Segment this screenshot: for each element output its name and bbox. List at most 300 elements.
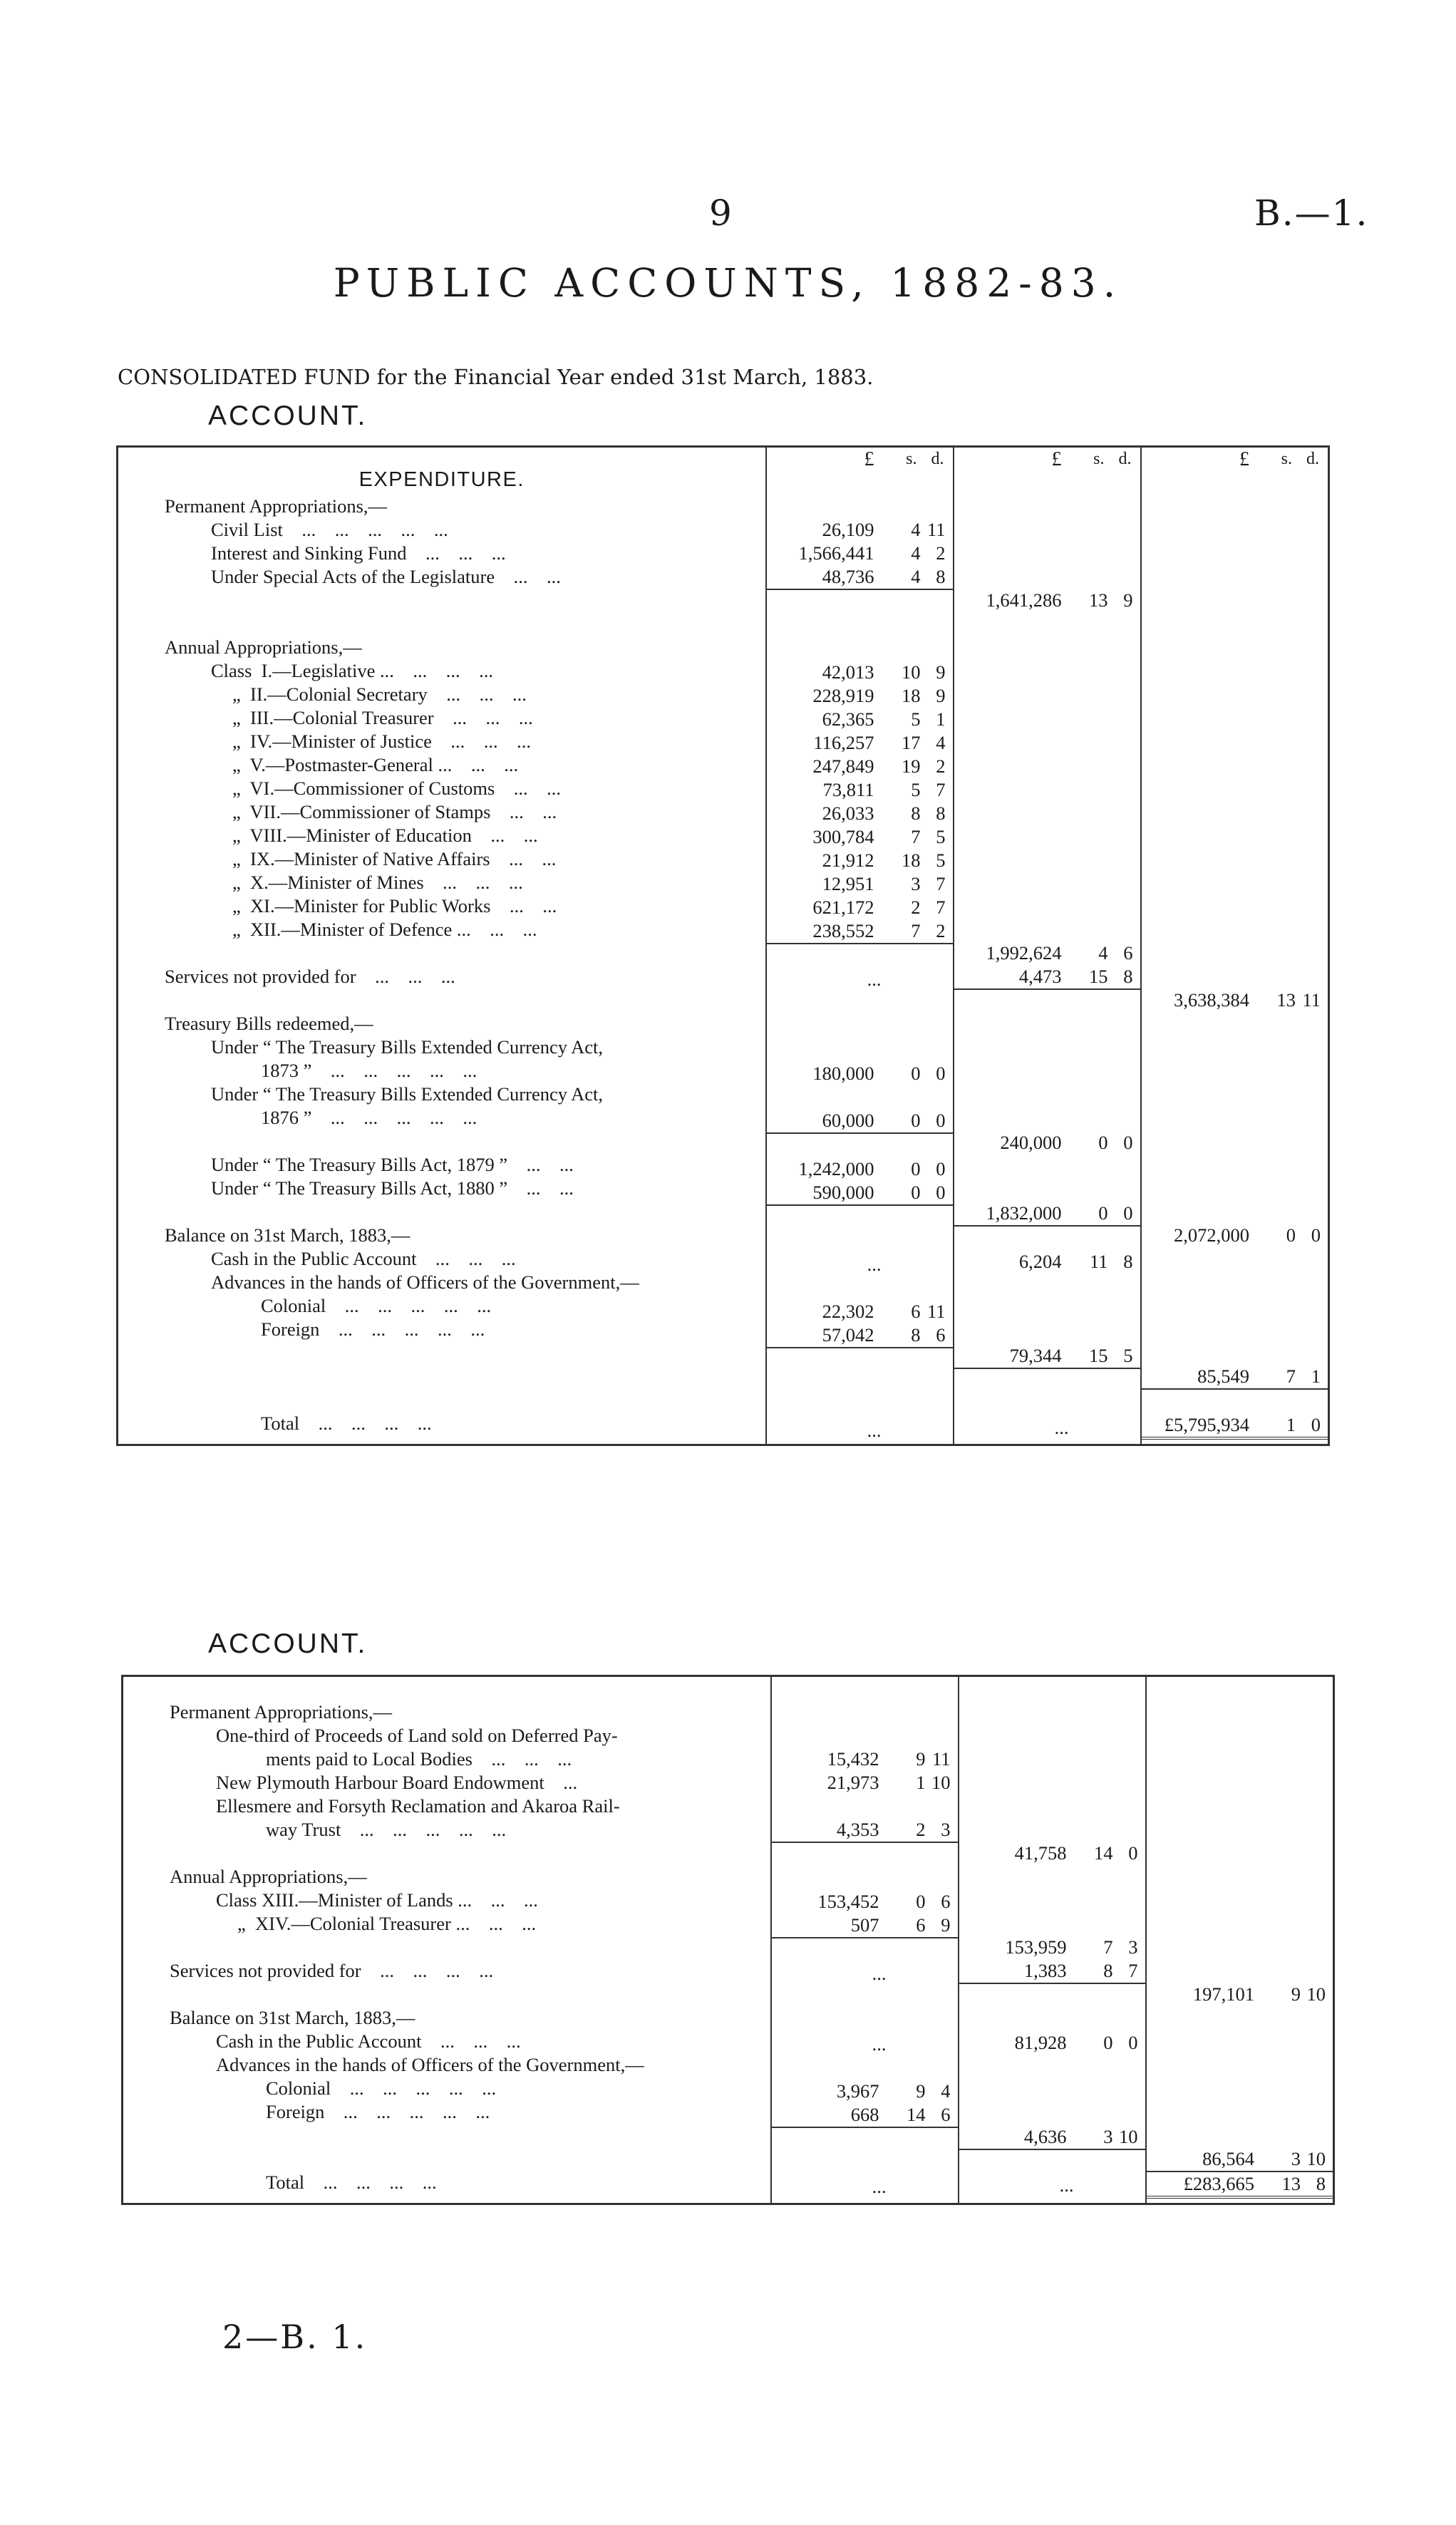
row-label: „ XIV.—Colonial Treasurer ... ... ... xyxy=(237,1913,537,1934)
row-label: Colonial ... ... ... ... ... xyxy=(266,2077,497,2099)
amount-cell xyxy=(772,2009,958,2033)
row-label: ments paid to Local Bodies ... ... ... xyxy=(266,1748,572,1770)
amount-cell xyxy=(954,1155,1140,1178)
amount-cell xyxy=(1142,824,1328,847)
amount-cell xyxy=(1147,2077,1333,2100)
shillings-value: 19 xyxy=(902,755,921,777)
amount-cell xyxy=(767,1134,953,1157)
shillings-value: 2 xyxy=(911,897,921,918)
shillings-value: 0 xyxy=(911,1158,921,1179)
amount-cell xyxy=(954,871,1140,894)
pence-value: 10 xyxy=(1306,1983,1326,2005)
shillings-value: 0 xyxy=(911,1110,921,1131)
receipts-table xyxy=(121,1675,1335,2205)
currency-header-1 xyxy=(767,448,953,495)
pounds-value: 21,973 xyxy=(827,1772,879,1793)
shillings-value: 0 xyxy=(916,1891,926,1912)
amount-cell xyxy=(772,1938,958,1962)
pence-value: 7 xyxy=(1128,1960,1138,1981)
amount-cell xyxy=(954,1250,1140,1274)
amount-cell xyxy=(767,944,953,968)
amount-cell xyxy=(772,1914,958,1938)
amount-cell xyxy=(1142,706,1328,730)
amount-cell xyxy=(1147,2147,1333,2172)
pounds-value: 26,109 xyxy=(822,519,874,540)
amount-cell xyxy=(1142,495,1328,518)
amount-cell xyxy=(1147,2100,1333,2124)
amount-cell xyxy=(767,825,953,849)
currency-header-3 xyxy=(1142,448,1328,495)
amount-cell xyxy=(1147,1842,1333,1865)
amount-cell xyxy=(767,1323,953,1348)
expenditure-column-3 xyxy=(1141,447,1329,1445)
amount-cell xyxy=(1142,941,1328,965)
shillings-header: s. xyxy=(1281,450,1292,468)
pence-header: d. xyxy=(1118,450,1132,468)
row-label: Balance on 31st March, 1883,— xyxy=(165,1224,411,1246)
amount-cell xyxy=(767,495,953,518)
amount-cell xyxy=(1147,1795,1333,1818)
shillings-value: 6 xyxy=(911,1301,921,1322)
bottom-padding xyxy=(118,1435,765,1444)
pounds-value: 116,257 xyxy=(813,732,874,753)
amount-cell xyxy=(1147,1724,1333,1747)
row-label xyxy=(118,1365,765,1388)
pounds-value: 1,242,000 xyxy=(798,1158,874,1179)
pence-value: 3 xyxy=(1128,1936,1138,1958)
shillings-value: 5 xyxy=(911,779,921,800)
amount-cell xyxy=(1142,1059,1328,1083)
amount-cell xyxy=(959,2008,1145,2031)
amount-cell xyxy=(772,2056,958,2080)
row-label: „ IX.—Minister of Native Affairs ... ... xyxy=(232,848,557,869)
amount-cell xyxy=(1142,871,1328,894)
pence-value: 11 xyxy=(926,519,946,540)
amount-cell xyxy=(954,636,1140,659)
shillings-value: 7 xyxy=(1103,1936,1113,1958)
pence-value: 8 xyxy=(1123,966,1133,987)
shillings-value: 8 xyxy=(1103,1960,1113,1981)
amount-cell xyxy=(767,1085,953,1109)
row-label: Advances in the hands of Officers of the Government,— xyxy=(211,1271,639,1293)
pounds-header: £ xyxy=(864,448,874,470)
pounds-value: 300,784 xyxy=(812,826,874,847)
pounds-value: 180,000 xyxy=(812,1063,874,1084)
expenditure-heading: EXPENDITURE. xyxy=(358,468,525,491)
shillings-value: 0 xyxy=(911,1182,921,1203)
row-label: Interest and Sinking Fund ... ... ... xyxy=(211,542,506,564)
pence-value: 5 xyxy=(936,850,946,871)
pounds-value: 153,452 xyxy=(817,1891,879,1912)
shillings-value: 8 xyxy=(911,802,921,824)
amount-cell xyxy=(954,1274,1140,1297)
leader-dots: ... xyxy=(867,1420,882,1441)
amount-cell xyxy=(767,1276,953,1300)
shillings-value: 15 xyxy=(1089,1345,1108,1366)
page-code: B.—1. xyxy=(1254,192,1369,234)
amount-cell xyxy=(959,1700,1145,1724)
amount-cell xyxy=(959,1912,1145,1936)
row-label: Annual Appropriations,— xyxy=(170,1866,367,1887)
amount-cell xyxy=(772,1890,958,1914)
shillings-value: 10 xyxy=(902,661,921,683)
receipts-label-column xyxy=(123,1676,771,2204)
amount-cell xyxy=(954,941,1140,965)
amount-cell xyxy=(772,1747,958,1771)
pence-value: 2 xyxy=(936,542,946,564)
amount-cell xyxy=(767,1015,953,1038)
row-label: Total ... ... ... ... xyxy=(261,1413,432,1434)
pence-value: 4 xyxy=(936,732,946,753)
amount-cell xyxy=(1147,2172,1333,2199)
shillings-value: 18 xyxy=(902,685,921,706)
pounds-header: £ xyxy=(1239,448,1249,470)
currency-header-2 xyxy=(954,448,1140,495)
pounds-value: 85,549 xyxy=(1197,1365,1249,1387)
shillings-value: 7 xyxy=(1286,1365,1296,1387)
amount-cell xyxy=(767,849,953,872)
amount-cell xyxy=(772,1818,958,1843)
row-label: One-third of Proceeds of Land sold on Deferred Pay- xyxy=(216,1725,618,1746)
amount-cell xyxy=(954,1178,1140,1202)
shillings-value: 9 xyxy=(1291,1983,1301,2005)
pence-value: 0 xyxy=(936,1158,946,1179)
row-label xyxy=(118,1200,765,1224)
spacer-cell xyxy=(772,1677,958,1700)
amount-cell xyxy=(954,495,1140,518)
amount-cell xyxy=(954,1321,1140,1344)
row-label: Under “ The Treasury Bills Act, 1879 ” ... ... xyxy=(211,1154,574,1175)
pounds-value: 21,912 xyxy=(822,850,874,871)
amount-cell xyxy=(767,661,953,684)
pounds-value: 1,383 xyxy=(1023,1960,1067,1981)
row-label xyxy=(118,1341,765,1365)
amount-cell xyxy=(959,2174,1145,2197)
pence-value: 0 xyxy=(1123,1132,1133,1153)
shillings-value: 1 xyxy=(916,1772,926,1793)
pence-value: 8 xyxy=(1123,1251,1133,1272)
leader-dots: ... xyxy=(867,1254,882,1275)
amount-cell xyxy=(772,1771,958,1795)
pounds-value: 73,811 xyxy=(822,779,874,800)
amount-cell xyxy=(767,755,953,778)
amount-cell xyxy=(954,1344,1140,1369)
amount-cell xyxy=(1147,1865,1333,1889)
amount-cell xyxy=(767,1253,953,1276)
amount-cell xyxy=(1142,683,1328,706)
amount-cell xyxy=(1142,1153,1328,1177)
amount-cell xyxy=(959,2125,1145,2150)
shillings-value: 8 xyxy=(911,1324,921,1346)
amount-cell xyxy=(1147,1771,1333,1795)
shillings-value: 0 xyxy=(1286,1224,1296,1246)
row-label: Class XIII.—Minister of Lands ... ... ... xyxy=(216,1889,538,1911)
row-label: Annual Appropriations,— xyxy=(165,636,362,658)
amount-cell xyxy=(767,991,953,1015)
row-label: Cash in the Public Account ... ... ... xyxy=(216,2030,521,2052)
row-label: Cash in the Public Account ... ... ... xyxy=(211,1248,516,1269)
pence-value: 10 xyxy=(931,1772,951,1793)
amount-cell xyxy=(767,1229,953,1253)
amount-cell xyxy=(1142,1012,1328,1036)
row-label: Foreign ... ... ... ... ... xyxy=(266,2101,490,2122)
amount-cell xyxy=(772,2033,958,2056)
amount-cell xyxy=(959,2055,1145,2078)
amount-cell xyxy=(767,614,953,637)
pounds-value: 12,951 xyxy=(822,873,874,894)
shillings-value: 0 xyxy=(911,1063,921,1084)
pence-value: 9 xyxy=(936,685,946,706)
expenditure-label-column xyxy=(118,447,766,1445)
pence-value: 5 xyxy=(936,826,946,847)
pounds-value: 1,641,286 xyxy=(986,589,1062,611)
amount-cell xyxy=(767,1395,953,1419)
bottom-padding xyxy=(123,2194,770,2203)
amount-cell xyxy=(1142,565,1328,589)
pence-value: 0 xyxy=(936,1182,946,1203)
pounds-value: 621,172 xyxy=(812,897,874,918)
pence-value: 3 xyxy=(941,1819,951,1840)
row-label: Permanent Appropriations,— xyxy=(170,1701,393,1723)
pence-value: 11 xyxy=(931,1748,951,1770)
expenditure-account-label: ACCOUNT. xyxy=(208,401,368,431)
pence-value: 9 xyxy=(936,661,946,683)
amount-cell xyxy=(1142,800,1328,824)
pounds-value: 507 xyxy=(850,1914,879,1936)
amount-cell xyxy=(1142,1247,1328,1271)
pence-value: 7 xyxy=(936,873,946,894)
shillings-value: 18 xyxy=(902,850,921,871)
shillings-value: 4 xyxy=(911,519,921,540)
amount-cell xyxy=(767,708,953,731)
row-label: way Trust ... ... ... ... ... xyxy=(266,1819,507,1840)
amount-cell xyxy=(954,659,1140,683)
amount-cell xyxy=(767,637,953,661)
amount-cell xyxy=(959,2150,1145,2174)
pence-value: 8 xyxy=(936,566,946,587)
row-label: Permanent Appropriations,— xyxy=(165,495,388,517)
shillings-value: 17 xyxy=(902,732,921,753)
leader-dots: ... xyxy=(872,1963,887,1984)
row-label: 1873 ” ... ... ... ... ... xyxy=(261,1060,477,1081)
pence-value: 11 xyxy=(1302,989,1321,1011)
row-label: „ XII.—Minister of Defence ... ... ... xyxy=(232,919,537,940)
shillings-value: 15 xyxy=(1089,966,1108,987)
amount-cell xyxy=(954,800,1140,824)
amount-cell xyxy=(1142,965,1328,988)
amount-cell xyxy=(959,1795,1145,1818)
amount-cell xyxy=(1147,1889,1333,1912)
pence-value: 11 xyxy=(926,1301,946,1322)
shillings-value: 7 xyxy=(911,826,921,847)
shillings-value: 14 xyxy=(907,2104,926,2125)
amount-cell xyxy=(1147,1959,1333,1983)
pounds-value: 26,033 xyxy=(822,802,874,824)
pounds-value: 1,992,624 xyxy=(986,942,1062,964)
pounds-value: 153,959 xyxy=(1005,1936,1067,1958)
spacer-cell xyxy=(1147,1677,1333,1700)
expenditure-column-2 xyxy=(954,447,1141,1445)
shillings-value: 6 xyxy=(916,1914,926,1936)
amount-cell xyxy=(1142,1224,1328,1247)
amount-cell xyxy=(767,590,953,614)
pence-value: 6 xyxy=(936,1324,946,1346)
amount-cell xyxy=(954,1037,1140,1060)
amount-cell xyxy=(772,2080,958,2103)
row-label xyxy=(123,1936,770,1959)
amount-cell xyxy=(767,518,953,542)
shillings-value: 4 xyxy=(911,566,921,587)
pence-value: 6 xyxy=(1123,942,1133,964)
pounds-value: 2,072,000 xyxy=(1174,1224,1249,1246)
receipts-column-1 xyxy=(771,1676,959,2204)
shillings-header: s. xyxy=(906,450,917,468)
row-label: „ X.—Minister of Mines ... ... ... xyxy=(232,872,523,893)
amount-cell xyxy=(954,824,1140,847)
pence-value: 7 xyxy=(936,897,946,918)
pounds-value: 3,967 xyxy=(836,2080,879,2102)
pence-value: 6 xyxy=(941,1891,951,1912)
amount-cell xyxy=(767,896,953,919)
pence-value: 0 xyxy=(1123,1202,1133,1224)
amount-cell xyxy=(954,777,1140,800)
receipts-column-3 xyxy=(1146,1676,1334,2204)
amount-cell xyxy=(1142,612,1328,636)
row-label: Treasury Bills redeemed,— xyxy=(165,1013,373,1034)
pence-value: 0 xyxy=(1311,1414,1321,1435)
shillings-header: s. xyxy=(1093,450,1105,468)
amount-cell xyxy=(1147,1747,1333,1771)
amount-cell xyxy=(959,1959,1145,1984)
amount-cell xyxy=(954,990,1140,1013)
pounds-value: 15,432 xyxy=(827,1748,879,1770)
amount-cell xyxy=(1147,2006,1333,2030)
leader-dots: ... xyxy=(1054,1417,1069,1438)
amount-cell xyxy=(954,1393,1140,1416)
page-title: PUBLIC ACCOUNTS, 1882-83. xyxy=(333,260,1123,306)
amount-cell xyxy=(767,1157,953,1181)
shillings-value: 13 xyxy=(1089,589,1108,611)
amount-cell xyxy=(767,1109,953,1134)
page-footer: 2—B. 1. xyxy=(222,2318,368,2356)
amount-cell xyxy=(954,565,1140,589)
amount-cell xyxy=(954,1297,1140,1321)
pounds-value: £5,795,934 xyxy=(1164,1414,1249,1435)
shillings-value: 13 xyxy=(1276,989,1296,1011)
row-label: „ VI.—Commissioner of Customs ... ... xyxy=(232,778,562,799)
amount-cell xyxy=(1142,1365,1328,1390)
amount-cell xyxy=(954,1060,1140,1084)
amount-cell xyxy=(1142,894,1328,918)
shillings-value: 4 xyxy=(911,542,921,564)
amount-cell xyxy=(1142,753,1328,777)
leader-dots: ... xyxy=(867,969,882,990)
amount-cell xyxy=(959,1865,1145,1889)
pounds-value: 42,013 xyxy=(822,661,874,683)
amount-cell xyxy=(954,518,1140,542)
amount-cell xyxy=(954,918,1140,941)
amount-cell xyxy=(1142,636,1328,659)
amount-cell xyxy=(959,1842,1145,1865)
amount-cell xyxy=(1147,1936,1333,1959)
pounds-header: £ xyxy=(1051,448,1062,470)
pence-value: 0 xyxy=(1128,1842,1138,1864)
amount-cell xyxy=(954,683,1140,706)
pounds-value: 41,758 xyxy=(1014,1842,1067,1864)
shillings-value: 13 xyxy=(1281,2173,1301,2194)
amount-cell xyxy=(954,612,1140,636)
amount-cell xyxy=(959,1889,1145,1912)
leader-dots: ... xyxy=(872,2033,887,2055)
amount-cell xyxy=(772,2175,958,2199)
amount-cell xyxy=(1142,1106,1328,1130)
page-subtitle: CONSOLIDATED FUND for the Financial Year ended 31st March, 1883. xyxy=(118,365,874,389)
row-label: „ V.—Postmaster-General ... ... ... xyxy=(232,754,519,775)
receipts-column-2 xyxy=(959,1676,1146,2204)
row-label: Ellesmere and Forsyth Reclamation and Akaroa Rail- xyxy=(216,1795,620,1817)
row-label xyxy=(118,589,765,612)
row-label xyxy=(118,1130,765,1153)
shillings-value: 3 xyxy=(1291,2148,1301,2169)
expenditure-table xyxy=(116,445,1330,1446)
receipts-account-label: ACCOUNT. xyxy=(208,1628,368,1659)
amount-cell xyxy=(767,1038,953,1062)
amount-cell xyxy=(1142,1200,1328,1224)
row-label: Services not provided for ... ... ... xyxy=(165,966,455,987)
amount-cell xyxy=(767,1181,953,1206)
row-label: „ II.—Colonial Secretary ... ... ... xyxy=(232,683,527,705)
amount-cell xyxy=(1142,1390,1328,1413)
amount-cell xyxy=(954,1131,1140,1155)
amount-cell xyxy=(959,1747,1145,1771)
shillings-value: 9 xyxy=(916,1748,926,1770)
amount-cell xyxy=(959,2031,1145,2055)
amount-cell xyxy=(772,2152,958,2175)
row-label: 1876 ” ... ... ... ... ... xyxy=(261,1107,477,1128)
pence-value: 8 xyxy=(936,802,946,824)
amount-cell xyxy=(1142,1271,1328,1294)
amount-cell xyxy=(954,706,1140,730)
row-label: Services not provided for ... ... ... ... xyxy=(170,1960,494,1981)
page-number: 9 xyxy=(709,192,732,234)
amount-cell xyxy=(772,1843,958,1866)
pounds-value: 197,101 xyxy=(1192,1983,1254,2005)
pence-value: 0 xyxy=(1311,1224,1321,1246)
row-label xyxy=(118,988,765,1012)
amount-cell xyxy=(1142,1083,1328,1106)
amount-cell xyxy=(954,1107,1140,1131)
row-label xyxy=(123,2124,770,2147)
amount-cell xyxy=(767,1300,953,1323)
pounds-value: 4,353 xyxy=(836,1819,879,1840)
row-label: Foreign ... ... ... ... ... xyxy=(261,1318,485,1340)
amount-cell xyxy=(1147,1700,1333,1724)
pounds-value: 4,473 xyxy=(1018,966,1062,987)
row-label: Colonial ... ... ... ... ... xyxy=(261,1295,492,1316)
leader-dots: ... xyxy=(1059,2174,1074,2196)
amount-cell xyxy=(1142,1294,1328,1318)
pence-value: 10 xyxy=(1119,2126,1138,2147)
amount-cell xyxy=(954,847,1140,871)
row-label xyxy=(118,941,765,965)
pence-header: d. xyxy=(1306,450,1319,468)
row-label: Under “ The Treasury Bills Act, 1880 ” ... ... xyxy=(211,1177,574,1199)
amount-cell xyxy=(1142,589,1328,612)
amount-cell xyxy=(1142,1341,1328,1365)
amount-cell xyxy=(1147,2053,1333,2077)
amount-cell xyxy=(772,1724,958,1747)
pounds-value: 62,365 xyxy=(822,708,874,730)
